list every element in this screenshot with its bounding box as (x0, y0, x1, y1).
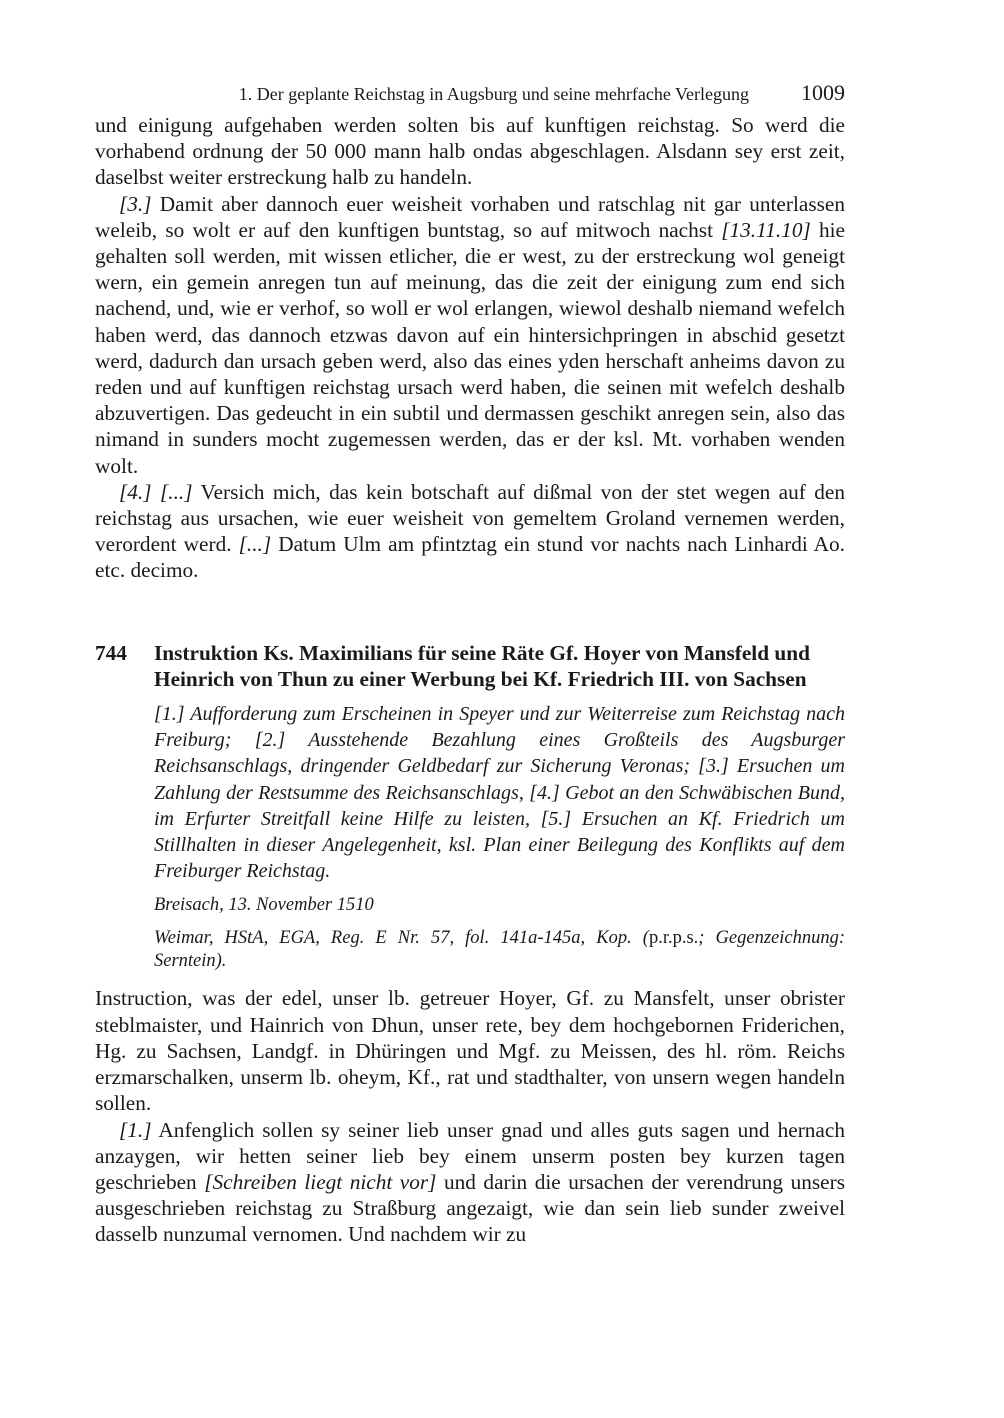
running-head-title: 1. Der geplante Reichstag in Augsburg und seine mehrfache Verlegung (238, 84, 749, 104)
source-text: Weimar, HStA, EGA, Reg. E Nr. 57, fol. 141a-145a, Kop. ( (154, 928, 649, 949)
instruction-paragraph-1: Instruction, was der edel, unser lb. getreuer Hoyer, Gf. zu Mansfelt, unser obrister steblmaister, und Hainrich von Dhun, unser rete, bey dem hochgebornen Friderichen, Hg. zu Sachsen, Landgf. in Dhüringen und Mgf. zu Meissen, des hl. röm. Reichs erzmarschalken, unserm lb. oheym, Kf., rat und stadthalter, von unsern wegen handeln sollen. (95, 986, 845, 1116)
continued-paragraph-3 (95, 479, 845, 584)
section-marker: [3.] (119, 191, 152, 216)
page-number: 1009 (801, 80, 845, 105)
document-page (95, 78, 845, 1248)
document-regest: [1.] Aufforderung zum Erscheinen in Speyer und zur Weiterreise zum Reichstag nach Freiburg; [2.] Ausstehende Bezahlung eines Großteils des Augsburger Reichsanschlags, dringender Geldbedarf zur Sicherung Veronas; [3.] Ersuchen um Zahlung der Restsumme des Reichsanschlags, [4.] Gebot an den Schwäbischen Bund, im Erfurter Streitfall keine Hilfe zu leisten, [5.] Ersuchen an Kf. Friedrich um Stillhalten in dieser Angelegenheit, ksl. Plan einer Beilegung des Konflikts auf dem Freiburger Reichstag. (154, 703, 845, 883)
paragraph-text: hie gehalten soll werden, mit wissen etlicher, die er west, zu der erstreckung wol geneigt wern, ein gemein anregen tun auf meinung, das die zeit der einigung zum end sich nachend, und, wie er verhof, so woll er wol erlangen, wiewol deshalb niemand wefelch haben werd, das dannoch etzwas davon auf ein hintersichpringen in abschid gesetzt werd, dadurch dan ursach geben werd, also das eines yden herschaft anheims davon zu reden und auf kunftigen reichstag ursach werd haben, die seinen mit wefelch deshalb abzuvertigen. Das gedeucht in ein subtil und dermassen geschikt anregen sein, also das nimand in sunders mocht zugemessen werden, das er der ksl. Mt. vorhaben wenden wolt. (95, 217, 846, 478)
paragraph-text: Anfenglich sollen sy seiner lieb unser gnad und alles guts sagen und hernach anzaygen, wir hetten seiner lieb bey einem unserm posten bey kurzen tagen geschrieben (95, 1117, 845, 1194)
instruction-paragraph-2 (95, 1117, 845, 1248)
section-marker: [4.] [...] (119, 479, 193, 504)
paragraph-text: und darin die ursachen der verendrung unsers ausgeschrieben reichstag zu Straßburg angezaigt, wie dan sein lieb sunder zweivel dasselb nunzumal vernomen. Und nachdem wir zu (95, 1169, 845, 1247)
paragraph-text: Damit aber dannoch euer weisheit vorhaben und ratschlag nit gar unterlassen weleib, so wolt er auf den kunftigen buntstag, so auf mitwoch nachst (95, 191, 845, 242)
section-marker: [1.] (119, 1117, 152, 1142)
document-title: Instruktion Ks. Maximilians für seine Räte Gf. Hoyer von Mansfeld und Heinrich von Thun zu einer Werbung bei Kf. Friedrich III. von Sachsen (154, 640, 810, 691)
editorial-ellipsis: [...] (238, 532, 272, 557)
document-place-date: Breisach, 13. November 1510 (154, 895, 374, 916)
editorial-note: [Schreiben liegt nicht vor] (204, 1169, 437, 1194)
document-number: 744 (95, 640, 127, 665)
source-prps: p.r.p.s. (648, 928, 699, 949)
paragraph-text: Versich mich, das kein botschaft auf dißmal von der stet wegen auf den reichstag aus ursachen, wie euer weisheit von gemeltem Groland vernemen werden, verordent werd. (95, 479, 845, 557)
continued-paragraph-2 (95, 191, 845, 479)
source-text: ; Gegenzeichnung: Serntein). (154, 928, 845, 972)
paragraph-text: Datum Ulm am pfintztag ein stund vor nachts nach Linhardi Ao. etc. decimo. (95, 532, 845, 583)
editorial-date: [13.11.10] (721, 217, 811, 242)
document-heading (95, 640, 845, 974)
running-head (95, 78, 845, 112)
continued-paragraph-1: und einigung aufgehaben werden solten bis auf kunftigen reichstag. So werd die vorhabend ordnung der 50 000 mann halb ondas abgeschlagen. Alsdann sey erst zeit, daselbst weiter erstreckung halb zu handeln. (95, 113, 845, 190)
document-source (154, 927, 845, 973)
